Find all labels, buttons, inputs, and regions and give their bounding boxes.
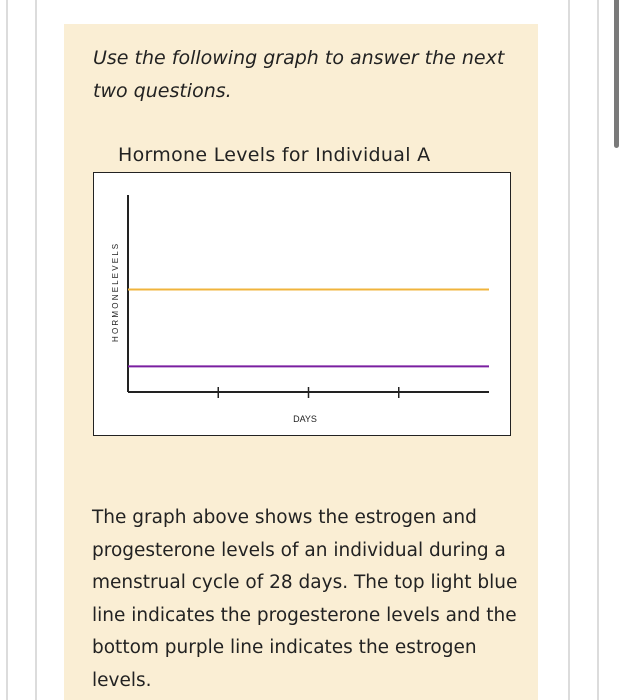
scrollbar[interactable] xyxy=(614,0,619,148)
chart xyxy=(93,172,511,436)
page-border-right xyxy=(597,0,599,700)
x-axis-label: DAYS xyxy=(293,414,317,424)
page-border-left-inner xyxy=(35,0,37,700)
body-text: The graph above shows the estrogen and progesterone levels of an individual during a menstrual cycle of 28 days. The top light blue line indicates the progesterone levels and the bottom purple line indicates the estrogen levels. xyxy=(92,507,518,691)
page-border-left xyxy=(6,0,8,700)
chart-title: Hormone Levels for Individual A xyxy=(118,144,431,166)
question-card xyxy=(64,24,538,700)
chart-svg xyxy=(94,173,510,435)
intro-text: Use the following graph to answer the next two questions. xyxy=(93,47,505,102)
y-axis-label: H O R M O N E L E V E L S xyxy=(111,243,120,343)
page-border-right-inner xyxy=(568,0,570,700)
